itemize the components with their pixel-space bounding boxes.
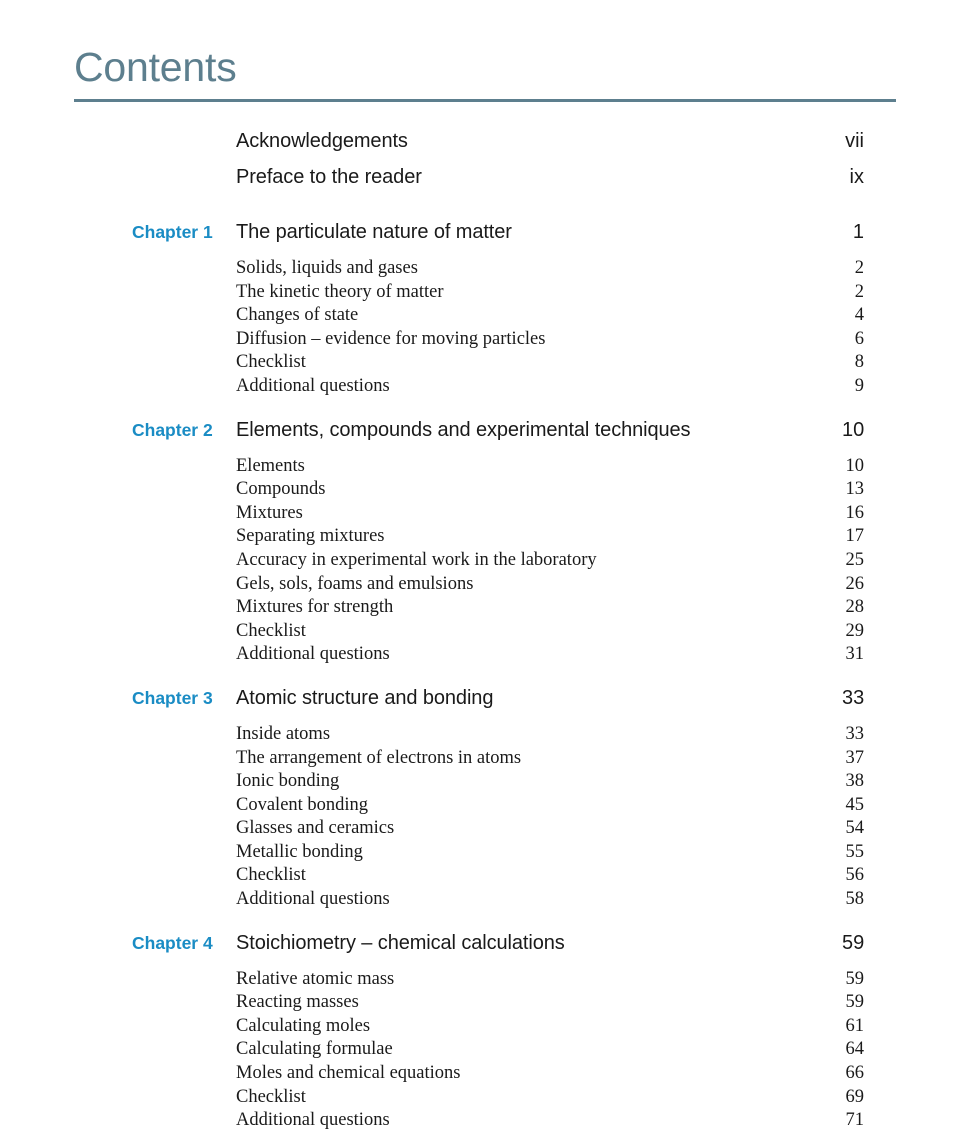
- section-row[interactable]: [0, 258, 962, 282]
- section-page-number: 37: [845, 747, 864, 768]
- section-title: Additional questions: [236, 644, 390, 665]
- section-row[interactable]: [0, 992, 962, 1016]
- chapter-title: Elements, compounds and experimental techniques: [236, 418, 691, 441]
- section-title: Mixtures: [236, 502, 303, 523]
- section-row[interactable]: [0, 329, 962, 353]
- section-row[interactable]: [0, 795, 962, 819]
- section-page-number: 61: [845, 1015, 864, 1036]
- section-title: Additional questions: [236, 1110, 390, 1131]
- section-page-number: 16: [845, 502, 864, 523]
- section-row[interactable]: [0, 503, 962, 527]
- section-title: Checklist: [236, 352, 306, 373]
- section-page-number: 2: [854, 258, 864, 278]
- chapter-page-number: 1: [852, 221, 864, 243]
- chapter-label: Chapter 4: [132, 932, 213, 953]
- chapter-block: [0, 932, 962, 1134]
- section-row[interactable]: [0, 1087, 962, 1111]
- chapter-heading-row[interactable]: [0, 221, 962, 258]
- chapter-block: [0, 687, 962, 913]
- section-page-number: 28: [845, 597, 864, 618]
- section-title: Calculating formulae: [236, 1039, 393, 1060]
- section-title: Accuracy in experimental work in the laboratory: [236, 549, 597, 570]
- chapter-title: Stoichiometry – chemical calculations: [236, 931, 565, 954]
- section-row[interactable]: [0, 889, 962, 913]
- chapter-heading-row[interactable]: [0, 687, 962, 724]
- section-row[interactable]: [0, 842, 962, 866]
- chapter-title: Atomic structure and bonding: [236, 686, 494, 709]
- section-page-number: 31: [845, 644, 864, 665]
- section-title: Covalent bonding: [236, 794, 369, 815]
- frontmatter-section: [0, 130, 962, 202]
- section-row[interactable]: [0, 621, 962, 645]
- section-row[interactable]: [0, 456, 962, 480]
- section-title: Inside atoms: [236, 723, 331, 744]
- section-page-number: 9: [854, 375, 864, 396]
- section-row[interactable]: [0, 969, 962, 993]
- section-title: Separating mixtures: [236, 526, 385, 547]
- section-page-number: 13: [845, 479, 864, 500]
- frontmatter-row[interactable]: [0, 166, 962, 202]
- section-title: Changes of state: [236, 305, 359, 326]
- chapters-section: [0, 221, 962, 1134]
- section-row[interactable]: [0, 1110, 962, 1134]
- frontmatter-title: Acknowledgements: [236, 130, 408, 152]
- section-title: Metallic bonding: [236, 841, 363, 862]
- section-row[interactable]: [0, 644, 962, 668]
- chapter-heading-row[interactable]: [0, 932, 962, 969]
- section-title: Ionic bonding: [236, 771, 340, 792]
- chapter-page-number: 33: [842, 686, 865, 709]
- section-title: Reacting masses: [236, 992, 359, 1013]
- chapter-page-number: 59: [842, 931, 865, 954]
- chapter-label: Chapter 2: [132, 419, 213, 440]
- section-page-number: 59: [845, 968, 864, 989]
- title-divider: [74, 99, 896, 102]
- section-row[interactable]: [0, 282, 962, 306]
- section-title: Relative atomic mass: [236, 968, 395, 989]
- section-title: Checklist: [236, 620, 306, 641]
- section-row[interactable]: [0, 526, 962, 550]
- section-page-number: 56: [845, 865, 864, 886]
- section-page-number: 45: [845, 794, 864, 815]
- section-row[interactable]: [0, 574, 962, 598]
- section-title: Elements: [236, 455, 305, 476]
- section-page-number: 55: [845, 841, 864, 862]
- section-title: Moles and chemical equations: [236, 1063, 461, 1084]
- section-page-number: 66: [845, 1063, 864, 1084]
- section-title: Checklist: [236, 865, 306, 886]
- section-row[interactable]: [0, 1039, 962, 1063]
- section-page-number: 10: [845, 455, 864, 476]
- section-page-number: 26: [845, 573, 864, 594]
- section-row[interactable]: [0, 550, 962, 574]
- section-title: Calculating moles: [236, 1015, 371, 1036]
- section-row[interactable]: [0, 818, 962, 842]
- section-title: Diffusion – evidence for moving particles: [236, 328, 546, 349]
- section-title: Mixtures for strength: [236, 597, 394, 618]
- section-title: Gels, sols, foams and emulsions: [236, 573, 474, 594]
- section-title: Compounds: [236, 479, 326, 500]
- chapter-block: [0, 221, 962, 400]
- section-row[interactable]: [0, 597, 962, 621]
- section-page-number: 2: [854, 281, 864, 302]
- section-row[interactable]: [0, 865, 962, 889]
- section-row[interactable]: [0, 479, 962, 503]
- chapter-block: [0, 419, 962, 668]
- page-title: Contents: [74, 44, 237, 90]
- section-page-number: 64: [845, 1039, 864, 1060]
- section-title: The arrangement of electrons in atoms: [236, 747, 522, 768]
- section-page-number: 38: [845, 771, 864, 792]
- section-page-number: 71: [845, 1110, 864, 1131]
- section-page-number: 69: [845, 1086, 864, 1107]
- section-page-number: 25: [845, 549, 864, 570]
- section-row[interactable]: [0, 305, 962, 329]
- chapter-heading-row[interactable]: [0, 419, 962, 456]
- chapter-label: Chapter 3: [132, 687, 213, 708]
- section-title: Checklist: [236, 1086, 306, 1107]
- section-page-number: 33: [845, 723, 864, 744]
- section-title: Additional questions: [236, 375, 390, 396]
- section-row[interactable]: [0, 352, 962, 376]
- frontmatter-row[interactable]: [0, 130, 962, 166]
- section-row[interactable]: [0, 1016, 962, 1040]
- section-page-number: 29: [845, 620, 864, 641]
- section-row[interactable]: [0, 376, 962, 400]
- section-page-number: 8: [854, 352, 864, 373]
- section-page-number: 59: [845, 992, 864, 1013]
- section-title: The kinetic theory of matter: [236, 281, 444, 302]
- table-of-contents: [0, 130, 962, 1134]
- title-block: [74, 46, 896, 102]
- chapter-page-number: 10: [842, 418, 865, 441]
- section-title: Additional questions: [236, 889, 390, 910]
- chapter-title: The particulate nature of matter: [236, 221, 512, 243]
- frontmatter-page-number: vii: [845, 130, 864, 152]
- section-page-number: 58: [845, 889, 864, 910]
- section-title: Solids, liquids and gases: [236, 258, 418, 278]
- frontmatter-page-number: ix: [849, 166, 864, 188]
- section-title: Glasses and ceramics: [236, 818, 395, 839]
- section-page-number: 54: [845, 818, 864, 839]
- section-row[interactable]: [0, 1063, 962, 1087]
- section-page-number: 4: [854, 305, 864, 326]
- section-row[interactable]: [0, 771, 962, 795]
- section-row[interactable]: [0, 724, 962, 748]
- section-row[interactable]: [0, 748, 962, 772]
- section-page-number: 17: [845, 526, 864, 547]
- frontmatter-title: Preface to the reader: [236, 166, 422, 188]
- chapter-label: Chapter 1: [132, 222, 213, 242]
- section-page-number: 6: [854, 328, 864, 349]
